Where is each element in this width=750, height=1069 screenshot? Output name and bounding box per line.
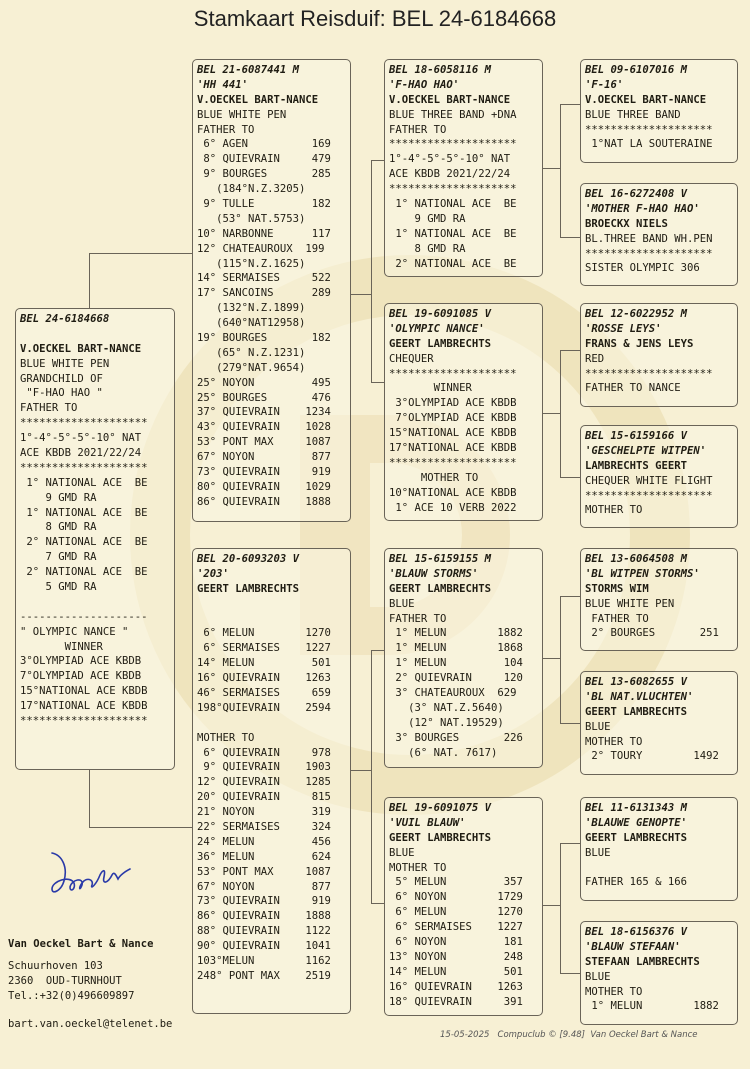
pedigree-line: ******************** <box>389 456 517 469</box>
pedigree-line: GRANDCHILD OF <box>20 372 103 385</box>
pedigree-line: 37° QUIEVRAIN 1234 <box>197 406 331 419</box>
pedigree-line: 16° QUIEVRAIN 1263 <box>197 672 331 685</box>
pedigree-line: 3° CHATEAUROUX 629 <box>389 687 517 700</box>
owner-info <box>8 937 153 1004</box>
owner-phone: Tel.:+32(0)496609897 <box>8 990 135 1002</box>
pedigree-line: 10°NATIONAL ACE KBDB <box>389 486 517 499</box>
pedigree-line: 86° QUIEVRAIN 1888 <box>197 495 331 508</box>
pedigree-line: BLUE WHITE PEN <box>585 597 675 610</box>
pedigree-line: 25° NOYON 495 <box>197 376 331 389</box>
pedigree-line: ******************** <box>389 183 517 196</box>
ring-number: BEL 12-6022952 M <box>585 308 688 320</box>
pedigree-line: 24° MELUN 456 <box>197 835 331 848</box>
connector-line <box>560 596 561 723</box>
connector-line <box>543 413 560 414</box>
pedigree-line: WINNER <box>389 382 472 395</box>
pedigree-line: FATHER TO <box>389 123 447 136</box>
ring-number: BEL 19-6091085 V <box>389 308 492 320</box>
pedigree-line: ******************** <box>20 715 148 728</box>
pedigree-line: 25° BOURGES 476 <box>197 391 331 404</box>
pedigree-line: FATHER TO <box>585 612 649 625</box>
pedigree-line: (65° N.Z.1231) <box>197 346 306 359</box>
fmm-box <box>580 425 738 528</box>
pedigree-line: 53° PONT MAX 1087 <box>197 865 331 878</box>
pedigree-line: RED <box>585 352 605 365</box>
pedigree-line: MOTHER TO <box>585 504 643 517</box>
pedigree-line: 'ROSSE LEYS' <box>585 322 662 335</box>
pedigree-line: BLUE THREE BAND +DNA <box>389 108 517 121</box>
pedigree-line <box>20 327 170 342</box>
father-box <box>192 59 351 522</box>
pedigree-line: MOTHER TO <box>389 861 447 874</box>
pedigree-line <box>197 716 346 731</box>
fff-box <box>580 59 738 163</box>
pedigree-line: 14° MELUN 501 <box>389 965 523 978</box>
pedigree-line: 1°NAT LA SOUTERAINE <box>585 138 713 151</box>
pedigree-line: V.OECKEL BART-NANCE <box>389 93 511 106</box>
pedigree-line: 19° BOURGES 182 <box>197 332 331 345</box>
pedigree-line: 'BL WITPEN STORMS' <box>585 567 700 580</box>
pedigree-line: BL.THREE BAND WH.PEN <box>585 232 713 245</box>
pedigree-line: (132°N.Z.1899) <box>197 302 306 315</box>
connector-line <box>89 253 193 254</box>
pedigree-line: 'F-16' <box>585 78 624 91</box>
pedigree-line: 18° QUIEVRAIN 391 <box>389 995 523 1008</box>
pedigree-line: 6° NOYON 181 <box>389 936 523 949</box>
pedigree-line: MOTHER TO <box>389 471 479 484</box>
connector-line <box>560 104 561 237</box>
pedigree-line: 21° NOYON 319 <box>197 806 331 819</box>
pedigree-line: BLUE WHITE PEN <box>20 357 110 370</box>
pedigree-line: "F-HAO HAO " <box>20 387 103 400</box>
pedigree-line: (279°NAT.9654) <box>197 361 306 374</box>
connector-line <box>560 843 580 844</box>
pedigree-line: 5° MELUN 357 <box>389 876 523 889</box>
print-credits: 15-05-2025 Compuclub © [9.48] Van Oeckel Bart & Nance <box>440 1030 698 1040</box>
pedigree-line: WINNER <box>20 640 103 653</box>
pedigree-line: 1° MELUN 104 <box>389 657 523 670</box>
pedigree-line: (184°N.Z.3205) <box>197 183 306 196</box>
connector-line <box>89 769 90 827</box>
pedigree-line: BLUE WHITE PEN <box>197 108 287 121</box>
connector-line <box>560 596 580 597</box>
owner-street: Schuurhoven 103 <box>8 960 103 972</box>
mff-box <box>580 548 738 651</box>
pedigree-line: 1° MELUN 1868 <box>389 642 523 655</box>
pedigree-line: 22° SERMAISES 324 <box>197 821 331 834</box>
mother-box <box>192 548 351 1014</box>
pedigree-line: STORMS WIM <box>585 582 649 595</box>
pedigree-line: 15°NATIONAL ACE KBDB <box>20 685 148 698</box>
pedigree-line: CHEQUER WHITE FLIGHT <box>585 474 713 487</box>
ring-number: BEL 16-6272408 V <box>585 188 688 200</box>
connector-line <box>371 382 384 383</box>
ring-number: BEL 15-6159166 V <box>585 430 688 442</box>
pedigree-line: 16° QUIEVRAIN 1263 <box>389 980 523 993</box>
pedigree-line: 'VUIL BLAUW' <box>389 816 466 829</box>
pedigree-line: 6° QUIEVRAIN 978 <box>197 746 331 759</box>
pedigree-line: LAMBRECHTS GEERT <box>585 459 688 472</box>
pedigree-line: 6° MELUN 1270 <box>389 906 523 919</box>
pedigree-line: BLUE <box>585 970 611 983</box>
father-mother-box <box>384 303 543 521</box>
pedigree-line: 14° SERMAISES 522 <box>197 272 331 285</box>
pedigree-line: BLUE THREE BAND <box>585 108 681 121</box>
pedigree-line: BLUE <box>585 846 611 859</box>
pedigree-line: 1°-4°-5°-5°-10° NAT <box>20 432 142 445</box>
pedigree-line: GEERT LAMBRECHTS <box>585 705 688 718</box>
pedigree-line: 'BLAUW STEFAAN' <box>585 940 681 953</box>
pedigree-line: 1° MELUN 1882 <box>389 627 523 640</box>
pedigree-line: 1° NATIONAL ACE BE <box>20 506 148 519</box>
pedigree-line: 15°NATIONAL ACE KBDB <box>389 427 517 440</box>
pedigree-line: ******************** <box>585 367 713 380</box>
pedigree-line: BLUE <box>389 846 415 859</box>
mmm-box <box>580 921 738 1025</box>
pedigree-line: 17° SANCOINS 289 <box>197 287 331 300</box>
pedigree-line: ACE KBDB 2021/22/24 <box>389 168 511 181</box>
pedigree-line: 8° QUIEVRAIN 479 <box>197 153 331 166</box>
connector-line <box>371 650 384 651</box>
pedigree-line: 1° MELUN 1882 <box>585 1000 719 1013</box>
pedigree-line: V.OECKEL BART-NANCE <box>585 93 707 106</box>
pedigree-line: FATHER TO <box>197 123 255 136</box>
pedigree-line: MOTHER TO <box>197 731 255 744</box>
pedigree-line: 103°MELUN 1162 <box>197 955 331 968</box>
connector-line <box>560 237 580 238</box>
ring-number: BEL 13-6064508 M <box>585 553 688 565</box>
pedigree-line: 10° NARBONNE 117 <box>197 227 331 240</box>
pedigree-line: 6° SERMAISES 1227 <box>197 642 331 655</box>
pedigree-line: 'MOTHER F-HAO HAO' <box>585 202 700 215</box>
pedigree-line: MOTHER TO <box>585 735 643 748</box>
mother-mother-box <box>384 797 543 1016</box>
pedigree-line: 43° QUIEVRAIN 1028 <box>197 421 331 434</box>
father-father-box <box>384 59 543 277</box>
pedigree-line: 13° NOYON 248 <box>389 950 523 963</box>
pedigree-line: CHEQUER <box>389 352 434 365</box>
pedigree-line: 36° MELUN 624 <box>197 850 331 863</box>
pedigree-line: 73° QUIEVRAIN 919 <box>197 466 331 479</box>
pedigree-line: V.OECKEL BART-NANCE <box>20 342 142 355</box>
pedigree-line: MOTHER TO <box>585 985 643 998</box>
pedigree-line: ******************** <box>389 138 517 151</box>
mmf-box <box>580 797 738 901</box>
pedigree-line: GEERT LAMBRECHTS <box>389 337 492 350</box>
signature-graphic <box>38 845 138 905</box>
connector-line <box>371 160 372 382</box>
pedigree-line: " OLYMPIC NANCE " <box>20 625 129 638</box>
pedigree-line: 17°NATIONAL ACE KBDB <box>20 700 148 713</box>
owner-email-text[interactable]: bart.van.oeckel@telenet.be <box>8 1018 173 1030</box>
pedigree-line: 'HH 441' <box>197 78 249 91</box>
ring-number: BEL 20-6093203 V <box>197 553 300 565</box>
pedigree-line: 90° QUIEVRAIN 1041 <box>197 940 331 953</box>
pedigree-line: GEERT LAMBRECHTS <box>389 582 492 595</box>
pedigree-line: 9° QUIEVRAIN 1903 <box>197 761 331 774</box>
connector-line <box>89 253 90 309</box>
pedigree-line: 80° QUIEVRAIN 1029 <box>197 480 331 493</box>
pedigree-line: 6° AGEN 169 <box>197 138 331 151</box>
pedigree-line: '203' <box>197 567 229 580</box>
ring-number: BEL 21-6087441 M <box>197 64 300 76</box>
pedigree-line: ******************** <box>389 367 517 380</box>
connector-line <box>543 658 560 659</box>
pedigree-line: 17°NATIONAL ACE KBDB <box>389 442 517 455</box>
pedigree-line: 1° NATIONAL ACE BE <box>389 198 517 211</box>
pedigree-line: 9° TULLE 182 <box>197 198 331 211</box>
pedigree-line <box>197 612 346 627</box>
pedigree-line <box>197 597 346 612</box>
pedigree-line: 'BL NAT.VLUCHTEN' <box>585 690 694 703</box>
pedigree-line: 20° QUIEVRAIN 815 <box>197 791 331 804</box>
ring-number: BEL 11-6131343 M <box>585 802 688 814</box>
pedigree-line: (6° NAT. 7617) <box>389 746 498 759</box>
pedigree-line: 'OLYMPIC NANCE' <box>389 322 485 335</box>
pedigree-line: 12° QUIEVRAIN 1285 <box>197 776 331 789</box>
connector-line <box>560 477 580 478</box>
pedigree-line: BLUE <box>585 720 611 733</box>
fmf-box <box>580 303 738 407</box>
pedigree-line: 1°-4°-5°-5°-10° NAT <box>389 153 511 166</box>
pedigree-line: GEERT LAMBRECHTS <box>585 831 688 844</box>
owner-email[interactable] <box>8 1017 172 1032</box>
pedigree-line: BROECKX NIELS <box>585 217 668 230</box>
pedigree-line: 9° BOURGES 285 <box>197 168 331 181</box>
pedigree-line: 2° NATIONAL ACE BE <box>20 536 148 549</box>
pedigree-line: 3°OLYMPIAD ACE KBDB <box>389 397 517 410</box>
ffm-box <box>580 183 738 286</box>
connector-line <box>560 350 580 351</box>
ring-number: BEL 24-6184668 <box>20 313 110 325</box>
connector-line <box>371 650 372 903</box>
ring-number: BEL 18-6156376 V <box>585 926 688 938</box>
pedigree-line: 2° NATIONAL ACE BE <box>389 257 517 270</box>
pedigree-line: 6° MELUN 1270 <box>197 627 331 640</box>
pedigree-line: 7°OLYMPIAD ACE KBDB <box>389 412 517 425</box>
pedigree-line: (115°N.Z.1625) <box>197 257 306 270</box>
pedigree-line <box>20 595 170 610</box>
owner-city: 2360 OUD-TURNHOUT <box>8 975 122 987</box>
pedigree-line: (53° NAT.5753) <box>197 212 306 225</box>
pedigree-line: -------------------- <box>20 610 148 623</box>
pedigree-line: 'GESCHELPTE WITPEN' <box>585 444 707 457</box>
connector-line <box>371 160 384 161</box>
pedigree-line: 1° ACE 10 VERB 2022 <box>389 501 517 514</box>
pedigree-line: (3° NAT.Z.5640) <box>389 701 504 714</box>
pedigree-line: 2° TOURY 1492 <box>585 750 719 763</box>
pedigree-line: ******************** <box>585 123 713 136</box>
pedigree-line: 2° NATIONAL ACE BE <box>20 566 148 579</box>
ring-number: BEL 15-6159155 M <box>389 553 492 565</box>
owner-name: Van Oeckel Bart & Nance <box>8 938 154 950</box>
pedigree-line: ******************** <box>585 489 713 502</box>
pedigree-line: 248° PONT MAX 2519 <box>197 969 331 982</box>
pedigree-line: 6° NOYON 1729 <box>389 891 523 904</box>
pedigree-line: FATHER TO <box>389 612 447 625</box>
connector-line <box>560 723 580 724</box>
pedigree-line: ******************** <box>585 247 713 260</box>
page-title: Stamkaart Reisduif: BEL 24-6184668 <box>193 6 557 31</box>
pedigree-line: 53° PONT MAX 1087 <box>197 436 331 449</box>
connector-line <box>560 104 580 105</box>
pedigree-line: GEERT LAMBRECHTS <box>197 582 300 595</box>
connector-line <box>560 843 561 973</box>
pedigree-line: 86° QUIEVRAIN 1888 <box>197 910 331 923</box>
subject-pigeon-box <box>15 308 175 770</box>
pedigree-line: 2° BOURGES 251 <box>585 627 719 640</box>
pedigree-line: STEFAAN LAMBRECHTS <box>585 955 700 968</box>
pedigree-line: FATHER TO NANCE <box>585 382 681 395</box>
pedigree-line: ACE KBDB 2021/22/24 <box>20 447 142 460</box>
mother-father-box <box>384 548 543 768</box>
pedigree-line: 46° SERMAISES 659 <box>197 687 331 700</box>
pedigree-line: BLUE <box>389 597 415 610</box>
ring-number: BEL 13-6082655 V <box>585 676 688 688</box>
pedigree-line: 1° NATIONAL ACE BE <box>389 227 517 240</box>
pedigree-line: 'BLAUW STORMS' <box>389 567 479 580</box>
pedigree-line: ******************** <box>20 461 148 474</box>
pedigree-line: 67° NOYON 877 <box>197 451 331 464</box>
pedigree-line: 3° BOURGES 226 <box>389 731 523 744</box>
pedigree-line: 8 GMD RA <box>389 242 466 255</box>
ring-number: BEL 19-6091075 V <box>389 802 492 814</box>
pedigree-line: 2° QUIEVRAIN 120 <box>389 672 523 685</box>
pedigree-line: ******************** <box>20 417 148 430</box>
pedigree-line: 7°OLYMPIAD ACE KBDB <box>20 670 142 683</box>
pedigree-line: 73° QUIEVRAIN 919 <box>197 895 331 908</box>
pedigree-line: (12° NAT.19529) <box>389 716 504 729</box>
pedigree-line: (640°NAT12958) <box>197 317 306 330</box>
pedigree-line: 67° NOYON 877 <box>197 880 331 893</box>
pedigree-line: SISTER OLYMPIC 306 <box>585 262 700 275</box>
connector-line <box>560 350 561 477</box>
connector-line <box>350 770 371 771</box>
pedigree-line: 9 GMD RA <box>20 491 97 504</box>
pedigree-line: 198°QUIEVRAIN 2594 <box>197 701 331 714</box>
connector-line <box>371 903 384 904</box>
pedigree-line: 'F-HAO HAO' <box>389 78 460 91</box>
connector-line <box>350 294 371 295</box>
pedigree-line: 3°OLYMPIAD ACE KBDB <box>20 655 142 668</box>
pedigree-line: 14° MELUN 501 <box>197 657 331 670</box>
ring-number: BEL 18-6058116 M <box>389 64 492 76</box>
pedigree-line: 88° QUIEVRAIN 1122 <box>197 925 331 938</box>
connector-line <box>89 827 193 828</box>
pedigree-line: 5 GMD RA <box>20 581 97 594</box>
pedigree-line: 7 GMD RA <box>20 551 97 564</box>
connector-line <box>543 168 560 169</box>
pedigree-line: V.OECKEL BART-NANCE <box>197 93 319 106</box>
pedigree-line: 12° CHATEAUROUX 199 <box>197 242 325 255</box>
pedigree-line: FATHER 165 & 166 <box>585 876 688 889</box>
pedigree-line: 6° SERMAISES 1227 <box>389 921 523 934</box>
pedigree-line: 9 GMD RA <box>389 212 466 225</box>
pedigree-line: FRANS & JENS LEYS <box>585 337 694 350</box>
pedigree-line <box>585 861 733 876</box>
ring-number: BEL 09-6107016 M <box>585 64 688 76</box>
connector-line <box>560 973 580 974</box>
pedigree-line: 1° NATIONAL ACE BE <box>20 476 148 489</box>
pedigree-line: FATHER TO <box>20 402 78 415</box>
pedigree-line: 8 GMD RA <box>20 521 97 534</box>
pedigree-line: 'BLAUWE GENOPTE' <box>585 816 688 829</box>
mfm-box <box>580 671 738 775</box>
pedigree-line: GEERT LAMBRECHTS <box>389 831 492 844</box>
connector-line <box>543 905 560 906</box>
